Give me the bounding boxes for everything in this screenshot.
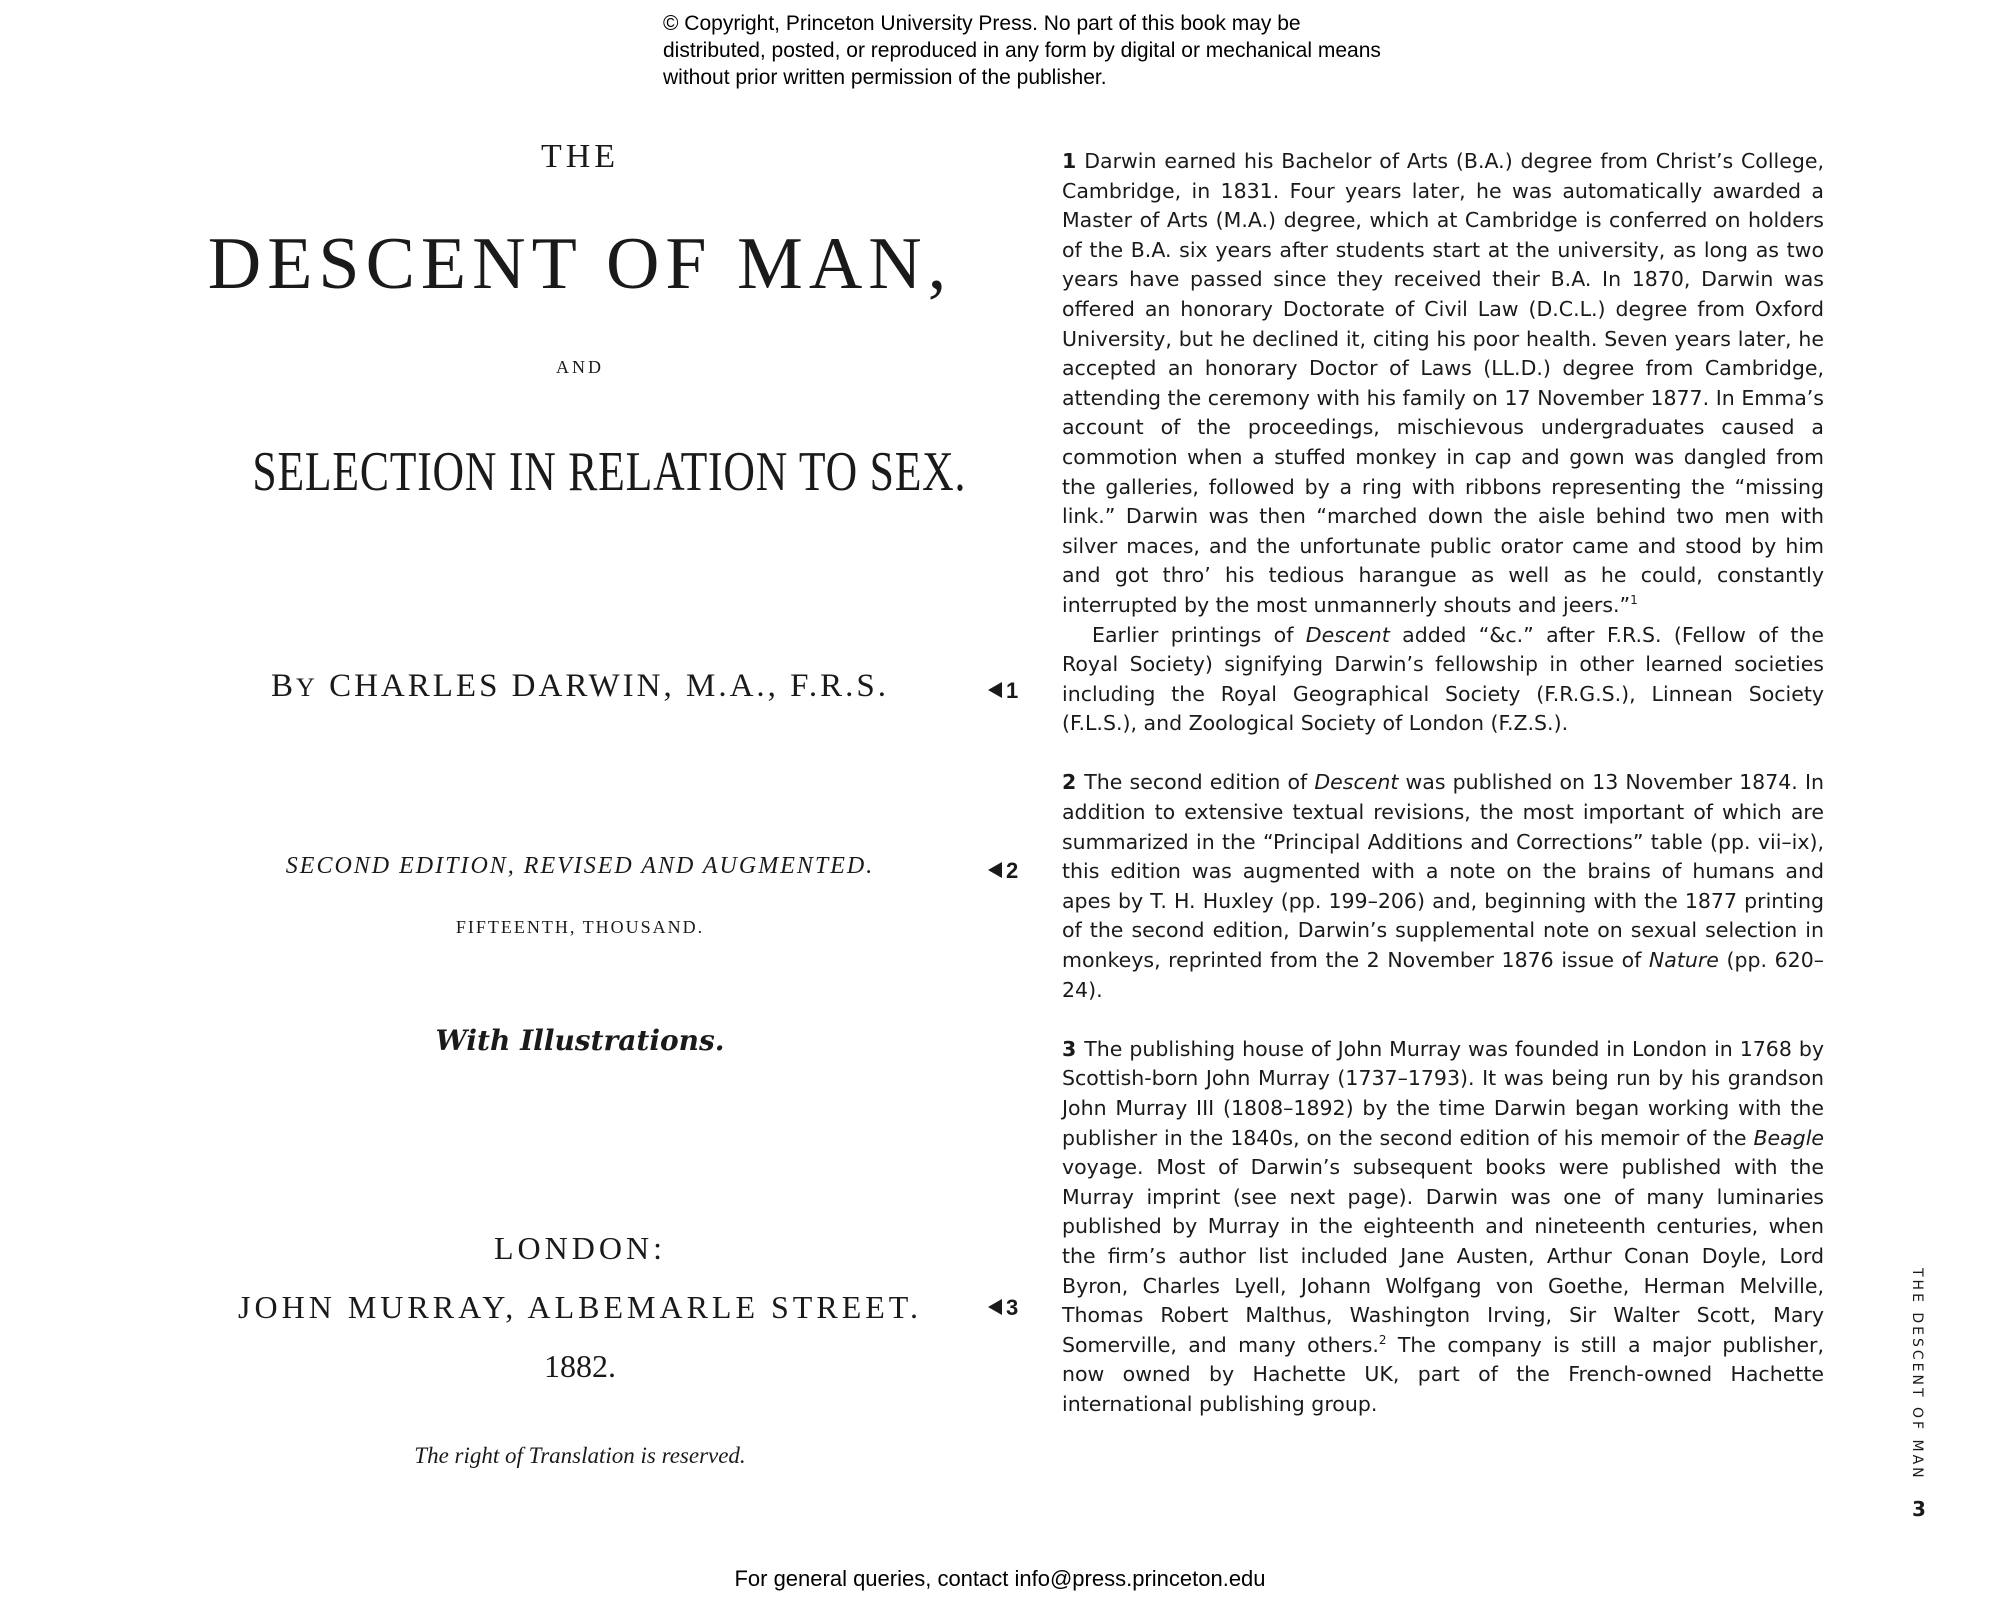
annotation-number: 1 — [1062, 149, 1077, 173]
left-triangle-icon — [988, 1299, 1002, 1315]
year-line: 1882. — [544, 1348, 616, 1384]
annotation-3: 3 The publishing house of John Murray was founded in London in 1768 by Scottish-born John Murray (1737–1793). It was being run by his grandson John Murray III (1808–1892) by the time Darwin began working with the publisher in the 1840s, on the second edition of his memoir of the Beagle voyage. Most of Darwin’s subsequent books were published with the Murray imprint (see next page). Darwin was one of many luminaries published by Murray in the eighteenth and nineteenth centuries, when the firm’s author list included Jane Austen, Arthur Conan Doyle, Lord Byron, Charles Lyell, Johann Wolfgang von Goethe, Herman Melville, Thomas Robert Malthus, Washington Irving, Sir Walter Scott, Mary Somerville, and many others.$^2$ The company is still a major publisher, now owned by Hachette UK, part of the French-owned Hachette international publishing group. — [1062, 1036, 1824, 1416]
publisher-line: JOHN MURRAY, ALBEMARLE STREET. — [238, 1289, 922, 1325]
annotation-1: 1 Darwin earned his Bachelor of Arts (B.A.) degree from Christ’s College, Cambridge, in 1831. Four years later, he was automatically awarded a Master of Arts (M.A.) degree, which at Cambridge is conferred on holders of the B.A. six years after students start at the university, as long as two years have passed since they received their B.A. In 1870, Darwin was offered an honorary Doctorate of Civil Law (D.C.L.) degree from Oxford University, but he declined it, citing his poor health. Seven years later, he accepted an honorary Doctor of Laws (LL.D.) degree from Cambridge, attending the ceremony with his family on 17 November 1877. In Emma’s account of the proceedings, mischievous undergraduates caused a commotion when a stuffed monkey in cap and gown was dangled from the galleries, followed by a ring with ribbons representing the “missing link.” Darwin was then “marched down the aisle behind two men with silver maces, and the unfortunate public orator came and stood by him and got thro’ his tedious harangue as well as he could, constantly interrupted by the most unmannerly shouts and jeers.”$^1$ Earlier printings of Descent added “&c.” after F.R.S. (Fellow of the Royal Society) signifying Darwin’s fellowship in other learned societies including the Royal Geographical Society (F.R.G.S.), Linnean Society (F.L.S.), and Zoological Society of London (F.Z.S.). — [1062, 149, 1825, 736]
author-by-rest: Y — [296, 673, 318, 702]
note-marker-2: 2 — [988, 858, 1048, 884]
annotation-number: 2 — [1062, 770, 1077, 795]
note-marker-3: 3 — [988, 1295, 1048, 1321]
note-marker-1: 1 — [988, 678, 1048, 704]
running-head: THE DESCENT OF MAN — [1909, 1268, 1925, 1481]
author-by-initial: B — [271, 668, 297, 704]
annotation-number: 3 — [1062, 1036, 1077, 1061]
title-and: AND — [556, 357, 604, 377]
left-triangle-icon — [988, 862, 1002, 878]
copyright-notice: © Copyright, Princeton University Press. No part of this book may be distributed, posted, or reproduced in any form by digital or mechanical means without prior written permission of the publisher. — [663, 12, 1381, 89]
annotations-column — [1062, 147, 1824, 1449]
footer-contact: For general queries, contact info@press.princeton.edu — [734, 1566, 1266, 1591]
edition-line: SECOND EDITION, REVISED AND AUGMENTED. — [285, 853, 875, 879]
illustrations-line: With Illustrations. — [435, 1024, 725, 1057]
title-descent-of-man: DESCENT OF MAN, — [207, 223, 953, 305]
rights-line: The right of Translation is reserved. — [414, 1443, 746, 1468]
annotation-2: 2 The second edition of Descent was published on 13 November 1874. In addition to extensive textual revisions, the most important of which are summarized in the “Principal Additions and Corrections” table (pp. vii–ix), this edition was augmented with a note on the brains of humans and apes by T. H. Huxley (pp. 199–206) and, beginning with the 1877 printing of the second edition, Darwin’s supplemental note on sexual selection in monkeys, reprinted from the 2 November 1876 issue of Nature (pp. 620–24). — [1062, 770, 1824, 1002]
london-line: LONDON: — [494, 1230, 666, 1266]
title-the: THE — [540, 138, 620, 175]
thousand-line: FIFTEENTH, THOUSAND. — [455, 917, 705, 937]
left-triangle-icon — [988, 682, 1002, 698]
footnote-ref: 1 — [1630, 593, 1638, 608]
title-selection: SELECTION IN RELATION TO SEX. — [252, 441, 967, 503]
facsimile-title-page — [160, 0, 1000, 1500]
footnote-ref: 2 — [1378, 1332, 1387, 1347]
page-number: 3 — [1912, 1497, 1926, 1521]
author-name: CHARLES DARWIN, M.A., F.R.S. — [329, 668, 889, 704]
author-line — [160, 668, 1000, 705]
